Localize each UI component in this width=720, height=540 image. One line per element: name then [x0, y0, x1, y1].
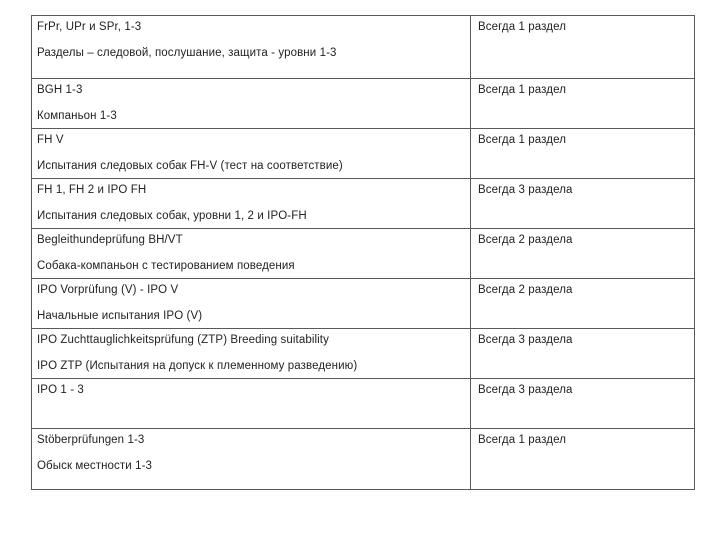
trial-code: Begleithundeprüfung BH/VT — [37, 234, 183, 246]
sections-cell: Всегда 2 раздела — [471, 279, 695, 329]
trial-description: Собака-компаньон с тестированием поведения — [37, 260, 295, 272]
table-row — [32, 229, 695, 279]
table-row — [32, 429, 695, 490]
table-row — [32, 179, 695, 229]
table-row — [32, 279, 695, 329]
table-row — [32, 379, 695, 429]
trial-name-cell — [32, 379, 471, 429]
trial-code: FH 1, FH 2 и IPO FH — [37, 184, 147, 196]
trial-code: IPO Zuchttauglichkeitsprüfung (ZTP) Breeding suitability — [37, 334, 329, 346]
trial-code: FH V — [37, 134, 64, 146]
trial-description: Обыск местности 1-3 — [37, 460, 152, 472]
trial-description: IPO ZTP (Испытания на допуск к племенному разведению) — [37, 360, 358, 372]
trial-description: Испытания следовых собак FH-V (тест на соответствие) — [37, 160, 343, 172]
sections-cell: Всегда 3 раздела — [471, 379, 695, 429]
table-row — [32, 129, 695, 179]
sections-cell: Всегда 2 раздела — [471, 229, 695, 279]
trial-description: Начальные испытания IPO (V) — [37, 310, 203, 322]
sections-cell: Всегда 3 раздела — [471, 179, 695, 229]
trial-description: Компаньон 1-3 — [37, 110, 117, 122]
table-row — [32, 16, 695, 79]
sections-cell: Всегда 1 раздел — [471, 129, 695, 179]
trial-code: BGH 1-3 — [37, 84, 83, 96]
table-row — [32, 329, 695, 379]
trial-name-cell — [32, 79, 471, 129]
trial-name-cell — [32, 279, 471, 329]
trial-code: Stöberprüfungen 1-3 — [37, 434, 145, 446]
trial-description: Разделы – следовой, послушание, защита - уровни 1-3 — [37, 47, 337, 59]
trial-code: FrPr, UPr и SPr, 1-3 — [37, 21, 142, 33]
table-row — [32, 79, 695, 129]
sections-cell: Всегда 1 раздел — [471, 429, 695, 490]
sections-cell: Всегда 3 раздела — [471, 329, 695, 379]
trial-name-cell — [32, 429, 471, 490]
trial-description: Испытания следовых собак, уровни 1, 2 и IPO-FH — [37, 210, 307, 222]
trial-name-cell — [32, 179, 471, 229]
trials-table — [31, 15, 695, 490]
trial-code: IPO 1 - 3 — [37, 384, 84, 396]
sections-cell: Всегда 1 раздел — [471, 79, 695, 129]
trial-name-cell — [32, 16, 471, 79]
trial-name-cell — [32, 229, 471, 279]
sections-cell: Всегда 1 раздел — [471, 16, 695, 79]
trial-name-cell — [32, 129, 471, 179]
trial-code: IPO Vorprüfung (V) - IPO V — [37, 284, 179, 296]
trial-name-cell — [32, 329, 471, 379]
